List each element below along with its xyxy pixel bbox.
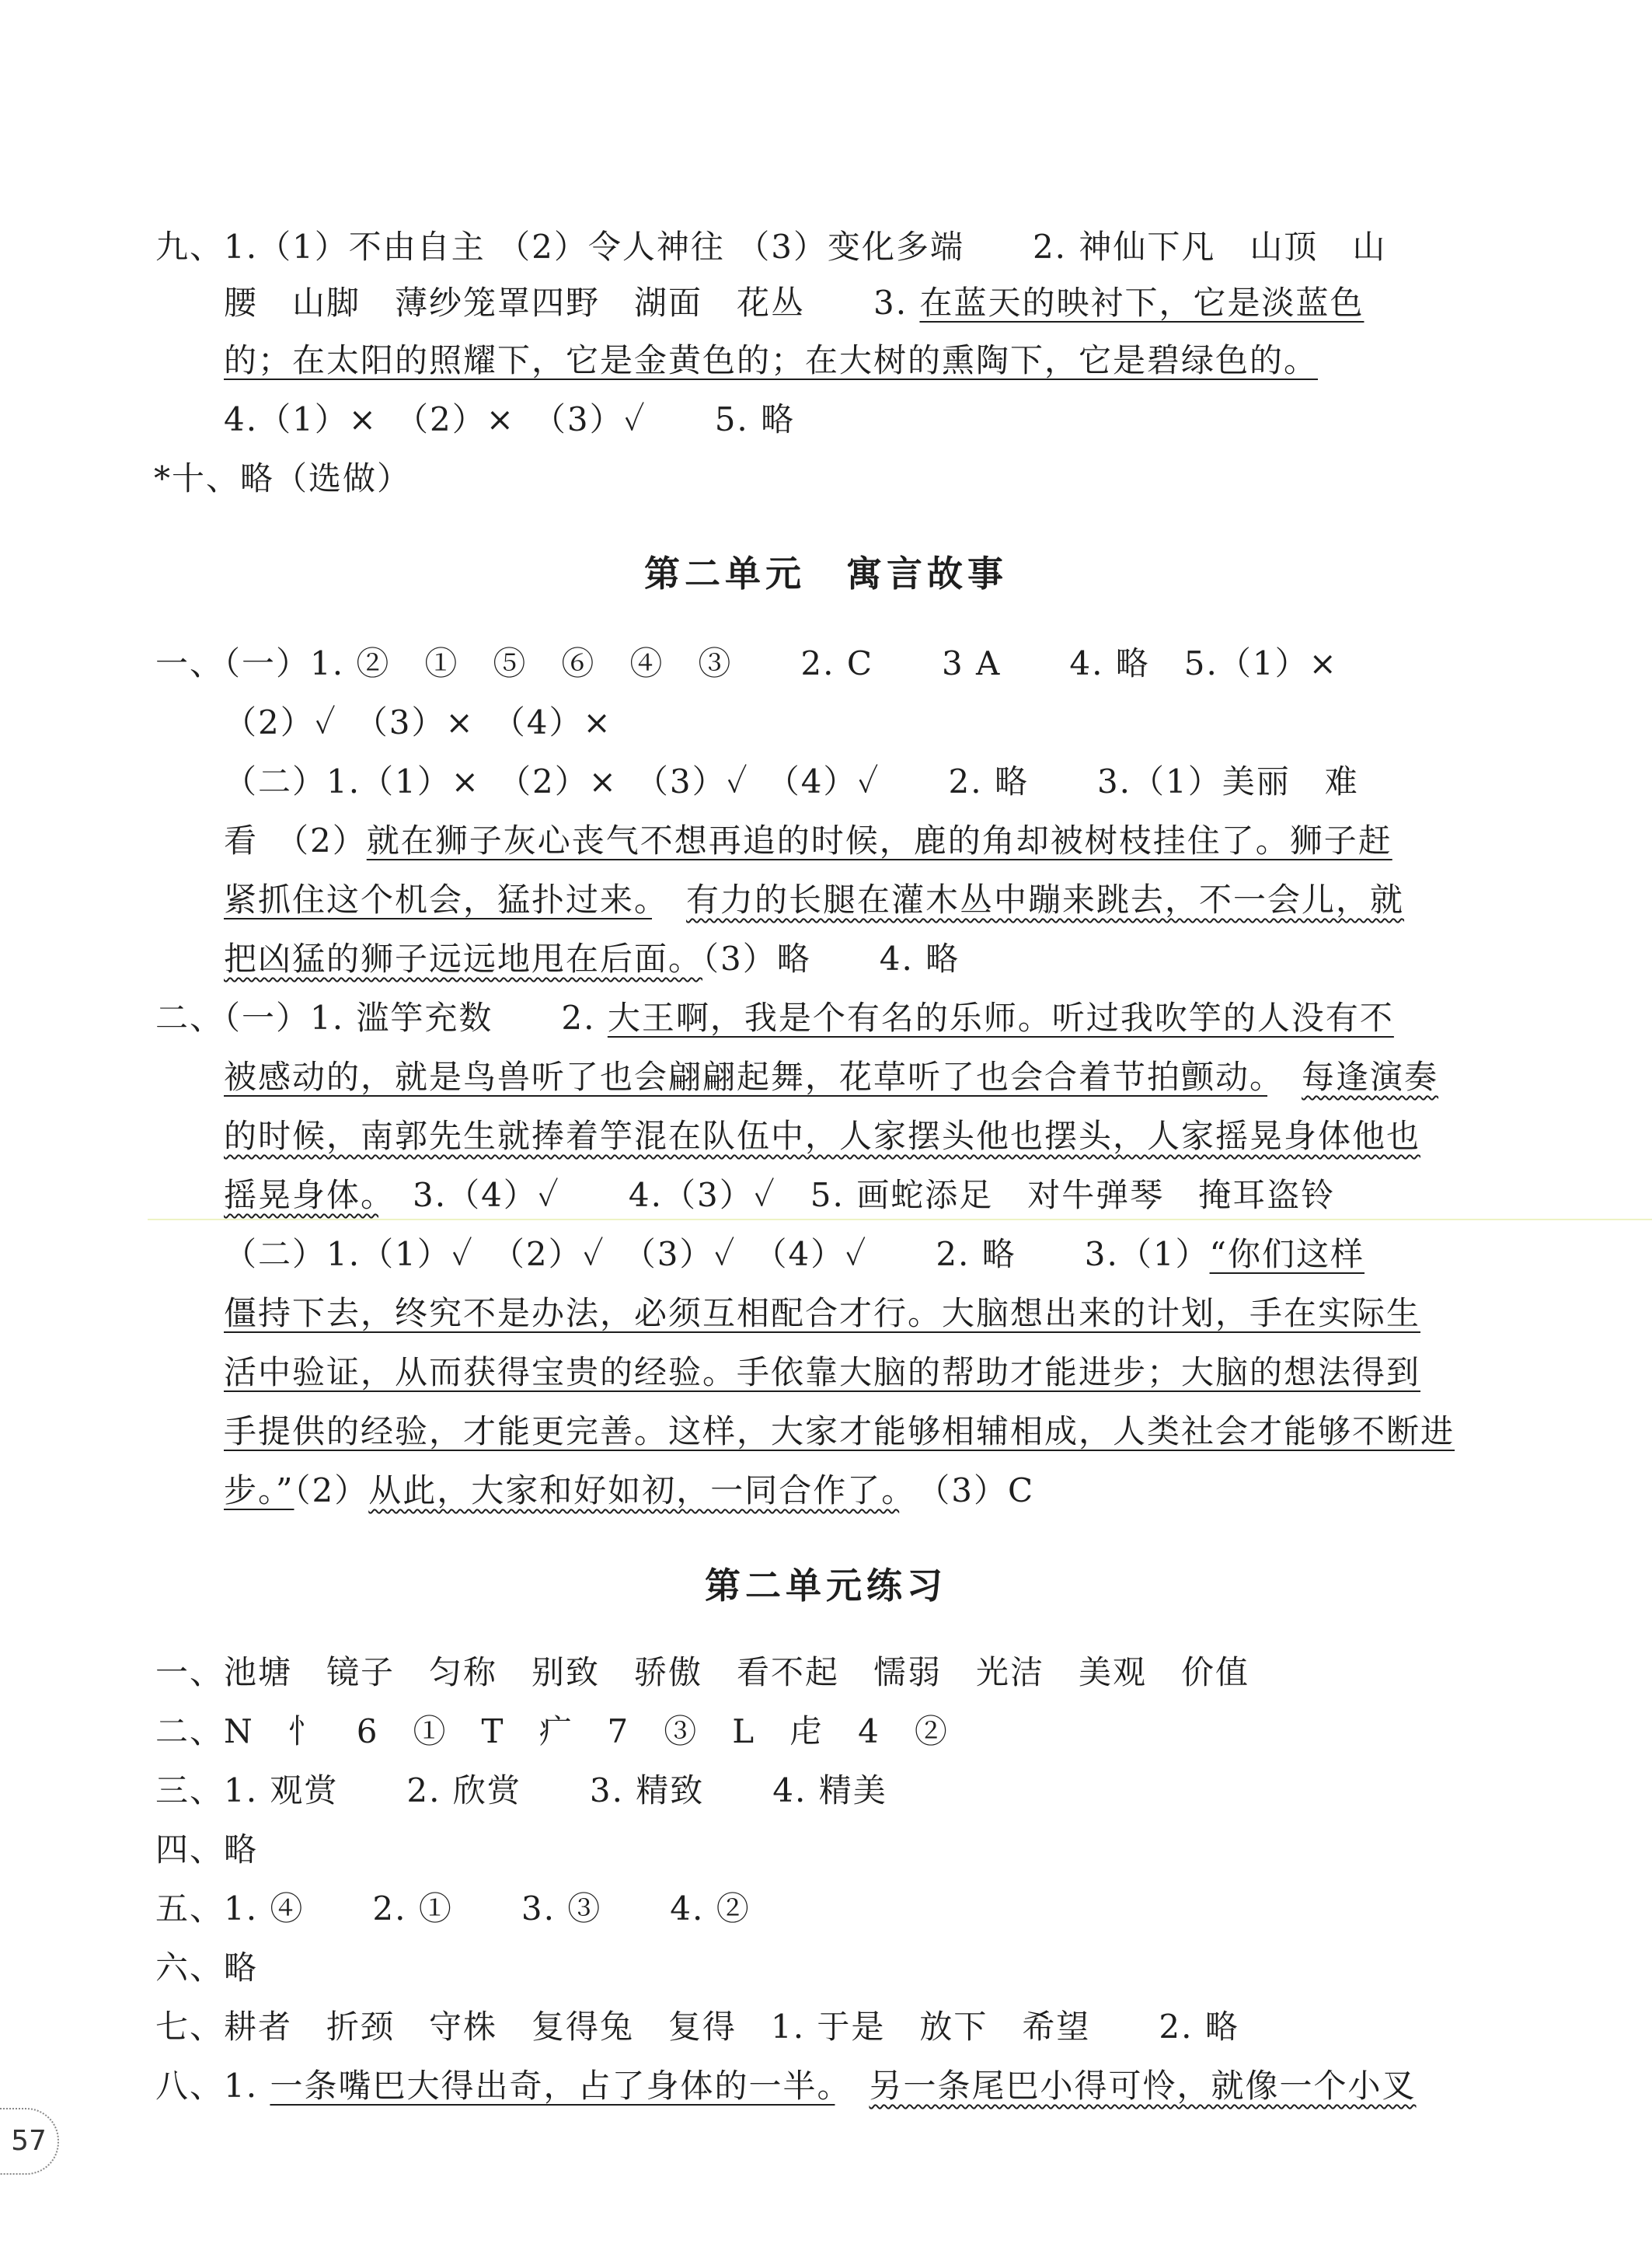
answer-line xyxy=(224,819,1392,863)
underlined-answer: 僵持下去，终究不是办法，必须互相配合才行。大脑想出来的计划，手在实际生 xyxy=(224,1294,1421,1332)
answer-line xyxy=(224,1410,1455,1453)
wavy-underlined-answer: 摇晃身体。 xyxy=(224,1176,379,1214)
answer-line: 七、耕者 折颈 守株 复得兔 复得 1. 于是 放下 希望 2. 略 xyxy=(155,2008,1239,2046)
wavy-underlined-answer: 每逢演奏 xyxy=(1302,1058,1439,1096)
answer-line: *十、略（选做） xyxy=(154,459,412,497)
answer-line xyxy=(224,937,960,981)
underlined-answer: 手提供的经验，才能更完善。这样，大家才能够相辅相成，人类社会才能够不断进 xyxy=(224,1412,1455,1450)
answer-line: （二）1.（1）× （2）× （3）✓ （4）✓ 2. 略 3.（1）美丽 难 xyxy=(224,762,1359,801)
answer-line: 六、略 xyxy=(155,1949,259,1987)
answer-line: 二、N 忄 6 ① T 疒 7 ③ L 虍 4 ② xyxy=(155,1712,949,1750)
answer-line xyxy=(224,339,1318,382)
wavy-underlined-answer: 从此，大家和好如初，一同合作了。 xyxy=(368,1471,900,1509)
wavy-underlined-answer: 另一条尾巴小得可怜，就像一个小叉 xyxy=(869,2067,1417,2105)
answer-text xyxy=(1267,1058,1302,1096)
answer-text xyxy=(652,881,686,919)
answer-line: 一、池塘 镜子 匀称 别致 骄傲 看不起 懦弱 光洁 美观 价值 xyxy=(155,1653,1250,1691)
answer-text: 腰 山脚 薄纱笼罩四野 湖面 花丛 3. xyxy=(224,284,920,322)
underlined-answer: 的；在太阳的照耀下，它是金黄色的；在大树的熏陶下，它是碧绿色的。 xyxy=(224,341,1319,379)
answer-line: 五、1. ④ 2. ① 3. ③ 4. ② xyxy=(155,1889,751,1928)
wavy-underlined-answer: 有力的长腿在灌木丛中蹦来跳去，不一会儿，就 xyxy=(686,881,1405,919)
underlined-answer: 紧抓住这个机会，猛扑过来。 xyxy=(224,881,653,919)
answer-text: （3）C xyxy=(899,1471,1035,1509)
page-number: 57 xyxy=(0,2108,59,2175)
faint-rule-line xyxy=(148,1219,1652,1220)
section-heading: 第二单元 寓言故事 xyxy=(644,553,1008,595)
answer-line: （2）✓ （3）× （4）× xyxy=(224,703,612,741)
answer-line: 三、1. 观赏 2. 欣赏 3. 精致 4. 精美 xyxy=(155,1771,887,1809)
answer-line: 九、1.（1）不由自主 （2）令人神往 （3）变化多端 2. 神仙下凡 山顶 山 xyxy=(155,228,1387,266)
answer-line: 4.（1）× （2）× （3）✓ 5. 略 xyxy=(224,400,796,438)
underlined-answer: 活中验证，从而获得宝贵的经验。手依靠大脑的帮助才能进步；大脑的想法得到 xyxy=(224,1353,1421,1391)
answer-line xyxy=(155,2064,1416,2108)
underlined-answer: 就在狮子灰心丧气不想再追的时候，鹿的角却被树枝挂住了。狮子赶 xyxy=(366,822,1392,860)
section-heading: 第二单元练习 xyxy=(705,1565,947,1607)
answer-line xyxy=(224,1292,1420,1335)
answer-line: 一、（一）1. ② ① ⑤ ⑥ ④ ③ 2. C 3 A 4. 略 5.（1）× xyxy=(155,644,1338,682)
answer-text: 看 （2） xyxy=(224,822,367,860)
wavy-underlined-answer: 把凶猛的狮子远远地甩在后面。 xyxy=(224,940,703,978)
answer-text xyxy=(835,2067,869,2105)
answer-line: 四、略 xyxy=(155,1830,259,1868)
answer-line xyxy=(155,996,1394,1040)
underlined-answer: 被感动的，就是鸟兽听了也会翩翩起舞，花草听了也会合着节拍颤动。 xyxy=(224,1058,1268,1096)
answer-line xyxy=(224,1115,1420,1158)
underlined-answer: 在蓝天的映衬下，它是淡蓝色 xyxy=(919,284,1364,322)
answer-line xyxy=(224,1174,1335,1217)
underlined-answer: 大王啊，我是个有名的乐师。听过我吹竽的人没有不 xyxy=(607,999,1394,1037)
answer-line xyxy=(224,281,1364,325)
answer-text: 3.（4）✓ 4.（3）✓ 5. 画蛇添足 对牛弹琴 掩耳盗铃 xyxy=(378,1176,1336,1214)
answer-text: （3）略 4. 略 xyxy=(702,940,960,978)
underlined-answer: “你们这样 xyxy=(1209,1235,1365,1273)
answer-line xyxy=(224,1351,1420,1394)
answer-line xyxy=(224,1469,1034,1513)
answer-text: 二、（一）1. 滥竽充数 2. xyxy=(155,999,608,1037)
underlined-answer: 一条嘴巴大得出奇，占了身体的一半。 xyxy=(270,2067,835,2105)
wavy-underlined-answer: 的时候，南郭先生就捧着竽混在队伍中，人家摆头他也摆头，人家摇晃身体他也 xyxy=(224,1117,1421,1155)
answer-line xyxy=(224,1055,1438,1099)
answer-line xyxy=(224,1233,1364,1276)
answer-text: （2） xyxy=(294,1471,369,1509)
answer-text: （二）1.（1）✓ （2）✓ （3）✓ （4）✓ 2. 略 3.（1） xyxy=(224,1235,1210,1273)
answer-line xyxy=(224,878,1404,922)
underlined-answer: 步。” xyxy=(224,1471,295,1509)
answer-text: 八、1. xyxy=(155,2067,270,2105)
